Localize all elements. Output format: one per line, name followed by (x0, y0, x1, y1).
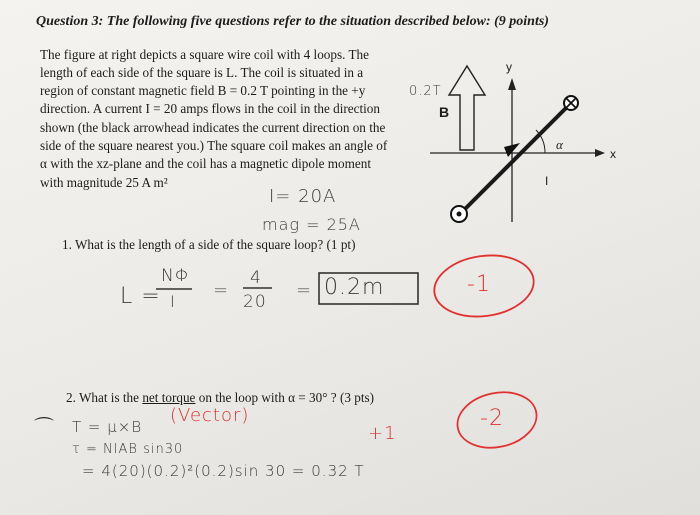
q1-work-denominator: I (170, 292, 176, 311)
field-label-b: B (439, 104, 450, 120)
question-2-net-torque: net torque (142, 390, 196, 405)
question-2-suffix: on the loop with α = 30° ? (3 pts) (195, 390, 375, 405)
question-title: Question 3: The following five questions refer to the situation described below: (9 points) (36, 14, 549, 29)
y-axis-label: y (506, 60, 512, 74)
q1-equals-2: = (296, 280, 313, 301)
problem-line-5: shown (the black arrowhead indicates the current direction on the (40, 120, 386, 135)
q2-line-2: τ = NIAB sin30 (72, 442, 184, 457)
q1-work-numerator: NΦ (161, 266, 191, 286)
q2-line-3: = 4(20)(0.2)²(0.2)sin 30 = 0.32 T (82, 462, 365, 480)
field-note: 0.2T (409, 84, 442, 99)
arc-icon: ⌒ (34, 417, 54, 439)
problem-line-7: α with the xz-plane and the coil has a magnetic dipole moment (40, 156, 372, 171)
problem-line-6: side of the square nearest you.) The square coil makes an angle of (40, 138, 388, 153)
problem-line-3: region of constant magnetic field B = 0.2 T pointing in the +y (40, 83, 366, 98)
current-label: I (545, 174, 549, 188)
problem-line-2: length of each side of the square is L. The coil is situated in a (40, 65, 364, 80)
q1-numerator-2: 4 (250, 268, 262, 288)
question-1: 1. What is the length of a side of the square loop? (1 pt) (62, 237, 356, 252)
q2-vector-note: (Vector) (170, 405, 250, 426)
q2-grade: -2 (480, 406, 504, 431)
note-current: I= 20A (269, 186, 337, 207)
angle-label: α (556, 137, 563, 152)
q2-plus-one: +1 (368, 423, 397, 444)
q1-grade: -1 (467, 272, 491, 297)
problem-line-1: The figure at right depicts a square wire coil with 4 loops. The (40, 47, 369, 62)
problem-line-4: direction. A current I = 20 amps flows in the coil in the direction (40, 101, 380, 116)
problem-line-8: with magnitude 25 A m² (40, 175, 168, 190)
note-moment: mag = 25A (262, 215, 361, 234)
q1-work-lhs: L = (120, 284, 161, 309)
x-axis-label: x (610, 147, 616, 161)
q1-answer: 0.2m (324, 275, 385, 300)
q2-line-1: T = μ×B (72, 418, 143, 436)
question-2-prefix: 2. What is the (66, 390, 143, 405)
q1-denominator-2: 20 (243, 292, 267, 312)
q1-equals-1: = (213, 280, 230, 301)
